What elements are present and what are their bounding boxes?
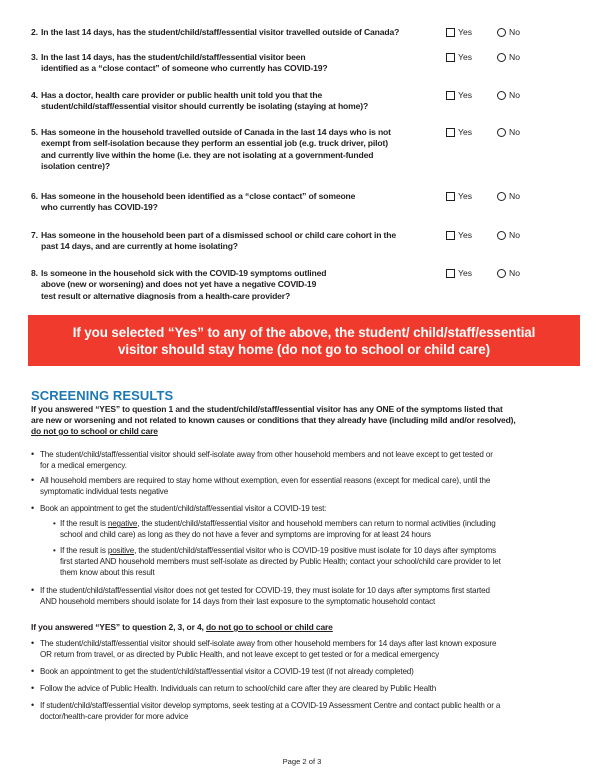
question-4: 4. Has a doctor, health care provider or public health unit told you that the student/child/staff/essential visitor should currently be isolating (staying at home)?	[31, 90, 369, 112]
list-item: • If the student/child/staff/essential visitor does not get tested for COVID-19, they must isolate for 10 days after symptoms first started AND household members should isolate for 14 days from their last exposure to the symptomatic household contact	[31, 585, 490, 606]
question-2: 2. In the last 14 days, has the student/child/staff/essential visitor travelled outside of Canada?	[31, 27, 400, 37]
q8-yes-option[interactable]: Yes	[446, 268, 472, 278]
checkbox-icon[interactable]	[446, 128, 455, 137]
radio-icon[interactable]	[497, 269, 506, 278]
checkbox-icon[interactable]	[446, 269, 455, 278]
section-title: SCREENING RESULTS	[31, 388, 174, 403]
q2-yes-option[interactable]: Yes	[446, 27, 472, 37]
bullet-icon: •	[31, 638, 35, 648]
list-item: • The student/child/staff/essential visitor should self-isolate away from other household members and not leave except to get tested or for a medical emergency.	[31, 449, 493, 470]
checkbox-icon[interactable]	[446, 53, 455, 62]
bullet-icon: •	[31, 666, 35, 676]
question-6: 6. Has someone in the household been identified as a “close contact” of someone who currently has COVID-19?	[31, 191, 356, 213]
q3-no-option[interactable]: No	[497, 52, 520, 62]
question-5: 5. Has someone in the household travelled outside of Canada in the last 14 days who is not exempt from self-isolation because they perform an essential job (e.g. truck driver, pilot) and currently live within the home (i.e. they are not isolating at a government-funded isolation centre)?	[31, 127, 391, 172]
checkbox-icon[interactable]	[446, 91, 455, 100]
q6-no-option[interactable]: No	[497, 191, 520, 201]
question-3: 3. In the last 14 days, has the student/child/staff/essential visitor been identified as a “close contact” of someone who currently has COVID-19?	[31, 52, 328, 74]
warning-banner: If you selected “Yes” to any of the above, the student/ child/staff/essential visitor should stay home (do not go to school or child care)	[28, 315, 580, 366]
page-number: Page 2 of 3	[282, 757, 322, 766]
bullet-icon: •	[31, 585, 35, 595]
checkbox-icon[interactable]	[446, 192, 455, 201]
q5-yes-option[interactable]: Yes	[446, 127, 472, 137]
bullet-icon: •	[31, 700, 35, 710]
bullet-icon: •	[53, 546, 56, 555]
q7-yes-option[interactable]: Yes	[446, 230, 472, 240]
list-item: • Book an appointment to get the student/child/staff/essential visitor a COVID-19 test (if not already completed)	[31, 666, 414, 676]
radio-icon[interactable]	[497, 231, 506, 240]
list-item: • If the result is positive, the student/child/staff/essential visitor who is COVID-19 positive must isolate for 10 days after symptoms first started AND household members must self-isolate as directed by Public Health; contact your school/child care provider to let them know about this result	[53, 546, 501, 577]
list-item: • Book an appointment to get the student/child/staff/essential visitor a COVID-19 test:	[31, 503, 327, 513]
question-7: 7. Has someone in the household been part of a dismissed school or child care cohort in the past 14 days, and are currently at home isolating?	[31, 230, 396, 252]
radio-icon[interactable]	[497, 53, 506, 62]
radio-icon[interactable]	[497, 128, 506, 137]
bullet-icon: •	[53, 519, 56, 528]
list-item: • All household members are required to stay home without exemption, even for essential reasons (except for medical care), until the symptomatic individual tests negative	[31, 475, 491, 496]
question-8: 8. Is someone in the household sick with the COVID-19 symptoms outlined above (new or worsening) and does not yet have a negative COVID-19 test result or alternative diagnosis from a health-care provider?	[31, 268, 327, 301]
q6-yes-option[interactable]: Yes	[446, 191, 472, 201]
list-item: • Follow the advice of Public Health. Individuals can return to school/child care after they are cleared by Public Health	[31, 683, 437, 693]
radio-icon[interactable]	[497, 192, 506, 201]
q2-no-option[interactable]: No	[497, 27, 520, 37]
radio-icon[interactable]	[497, 28, 506, 37]
q5-no-option[interactable]: No	[497, 127, 520, 137]
q4-yes-option[interactable]: Yes	[446, 90, 472, 100]
q3-yes-option[interactable]: Yes	[446, 52, 472, 62]
q4-no-option[interactable]: No	[497, 90, 520, 100]
bullet-icon: •	[31, 683, 35, 693]
list-item: • If the result is negative, the student/child/staff/essential visitor and household members can return to normal activities (including school and child care) as long as they do not have a fever and symptoms are improving for at least 24 hours	[53, 519, 496, 539]
q234-instructions: If you answered “YES” to question 2, 3, or 4, do not go to school or child care	[31, 622, 333, 632]
list-item: • The student/child/staff/essential visitor should self-isolate away from other household members for 14 days after last known exposure OR return from travel, or as directed by Public Health, and not leave except to get tested or for a medical emergency	[31, 638, 497, 659]
bullet-icon: •	[31, 449, 35, 459]
radio-icon[interactable]	[497, 91, 506, 100]
list-item: • If student/child/staff/essential visitor develop symptoms, seek testing at a COVID-19 Assessment Centre and contact public health or a doctor/health-care provider for more advice	[31, 700, 501, 721]
checkbox-icon[interactable]	[446, 231, 455, 240]
bullet-icon: •	[31, 475, 35, 485]
bullet-icon: •	[31, 503, 35, 513]
q8-no-option[interactable]: No	[497, 268, 520, 278]
q1-instructions: If you answered “YES” to question 1 and the student/child/staff/essential visitor has any ONE of the symptoms listed that are new or worsening and not related to known causes or conditions that they already have (including mild and/or resolved), do not go to school or child care	[31, 404, 516, 436]
q7-no-option[interactable]: No	[497, 230, 520, 240]
checkbox-icon[interactable]	[446, 28, 455, 37]
